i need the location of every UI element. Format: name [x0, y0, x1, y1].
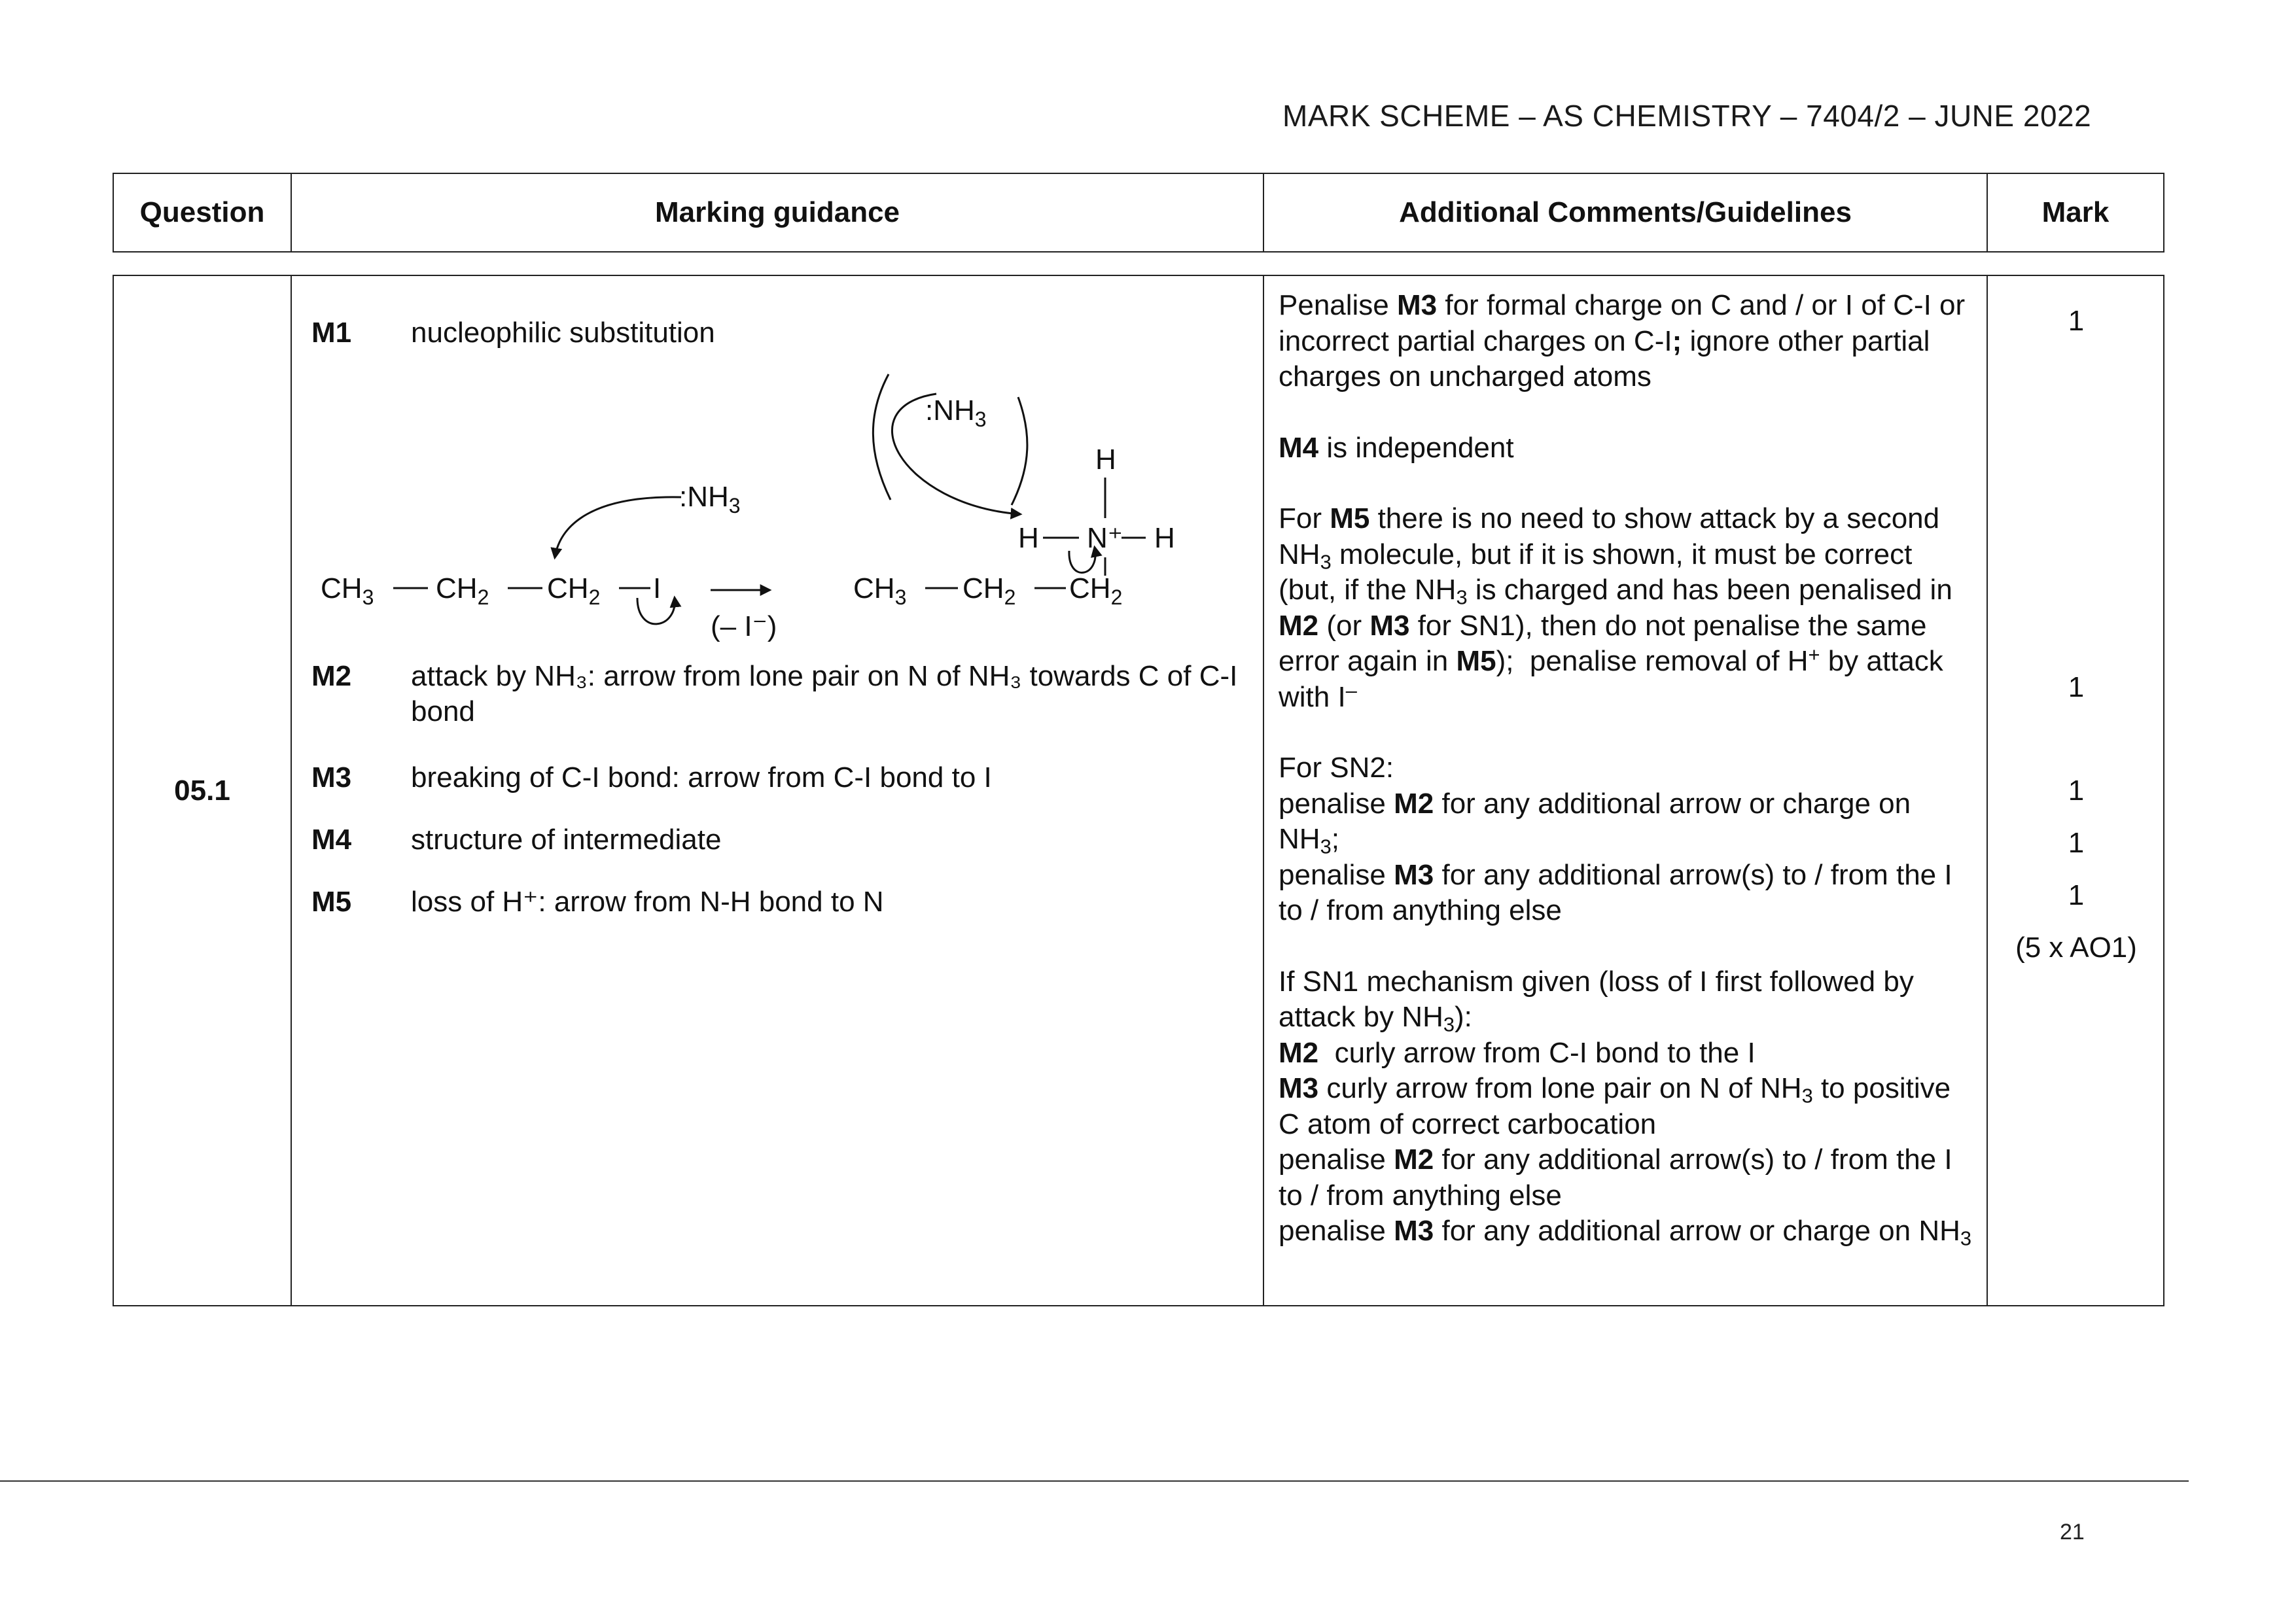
reaction-mechanism-diagram [292, 361, 1260, 642]
table-header [113, 173, 2164, 253]
reactant-ch2-a: $CH_2$ [436, 572, 489, 609]
reactant-ch2-b: $CH_2$ [547, 572, 601, 609]
product-ch2-a: $CH_2$ [963, 572, 1016, 609]
second-nucleophile-nh3: $:NH_3$ [925, 394, 987, 431]
mark-total: (5 x AO1) [2015, 932, 2137, 964]
mark-column-header: Mark [1987, 173, 2164, 252]
comments-column-header: Additional Comments/Guidelines [1263, 173, 1987, 252]
reactant-iodine: I [653, 572, 662, 604]
footer-rule [0, 1480, 2189, 1482]
product-ch3: $CH_3$ [853, 572, 907, 609]
leaving-group-label: (– I⁻) [711, 610, 777, 642]
reactant-ch3: $CH_3$ [321, 572, 374, 609]
product-h-right: H [1154, 522, 1175, 554]
mark-m2: 1 [2068, 671, 2085, 703]
page-number: 21 [2060, 1520, 2085, 1544]
comment-m3-penalty: Penalise M3 for formal charge on C and / or I of C-I or incorrect partial charges on C-I; ignore other partial charges on uncharged atoms [1279, 289, 1966, 393]
mark-cell [1987, 275, 2164, 1306]
product-h-top: H [1095, 444, 1116, 476]
question-column-header: Question [113, 173, 291, 252]
additional-comments-cell [1263, 275, 1987, 1306]
mark-scheme-table [113, 275, 2164, 1306]
mark-m3: 1 [2068, 775, 2085, 807]
question-number: 05.1 [113, 275, 291, 1306]
product-n-plus: N⁺ [1087, 522, 1123, 554]
marking-guidance-column-header: Marking guidance [291, 173, 1263, 252]
mark-m4: 1 [2068, 827, 2085, 859]
comment-sn1: If SN1 mechanism given (loss of I first followed by attack by $NH_3$): M2 curly arrow from C-I bond to the I M3 curly arrow from lone pair on N of $NH_3$ to positive C atom of correct carbocation penalise M2 for any additional arrow(s) to / from the I to / from anything else penalise M3 for any additional arrow or charge on $NH_3$ [1279, 965, 1972, 1250]
mark-m1: 1 [2068, 305, 2085, 337]
comment-m5: For M5 there is no need to show attack by a second $NH_3$ molecule, but if it is shown, it must be correct (but, if the $NH_3$ is charged and has been penalised in M2 (or M3 for SN1), then do not penalise the same error again in M5); penalise removal of H+ by attack with I– [1279, 502, 1952, 713]
nucleophile-nh3: $:NH_3$ [679, 481, 741, 517]
product-ch2-b: $CH_2$ [1069, 572, 1123, 609]
comment-sn2: For SN2: penalise M2 for any additional arrow or charge on $NH_3$; penalise M3 for any additional arrow(s) to / from the I to / from anything else [1279, 752, 1952, 926]
page-header: MARK SCHEME – AS CHEMISTRY – 7404/2 – JUNE 2022 [1282, 99, 2092, 133]
marking-guidance-cell: M1 nucleophilic substitution $CH_3$ $CH_2$ $CH_2$ I $:NH_3$ (– I⁻) $CH_3$ $CH_2$ $CH_2$ N⁺ H H H $:NH_3$ M2 attack by NH₃: arrow from lone pair on N of NH₃ towards C of C-I bond M3 breaking of C-I bond: arrow from C-I bond to I M4 structure of intermediate M5 loss of H⁺: arrow from N-H bond to N [291, 275, 1263, 1306]
comment-m4-independent: M4 is independent [1279, 431, 1514, 464]
mark-m5: 1 [2068, 879, 2085, 911]
product-h-left: H [1018, 522, 1039, 554]
